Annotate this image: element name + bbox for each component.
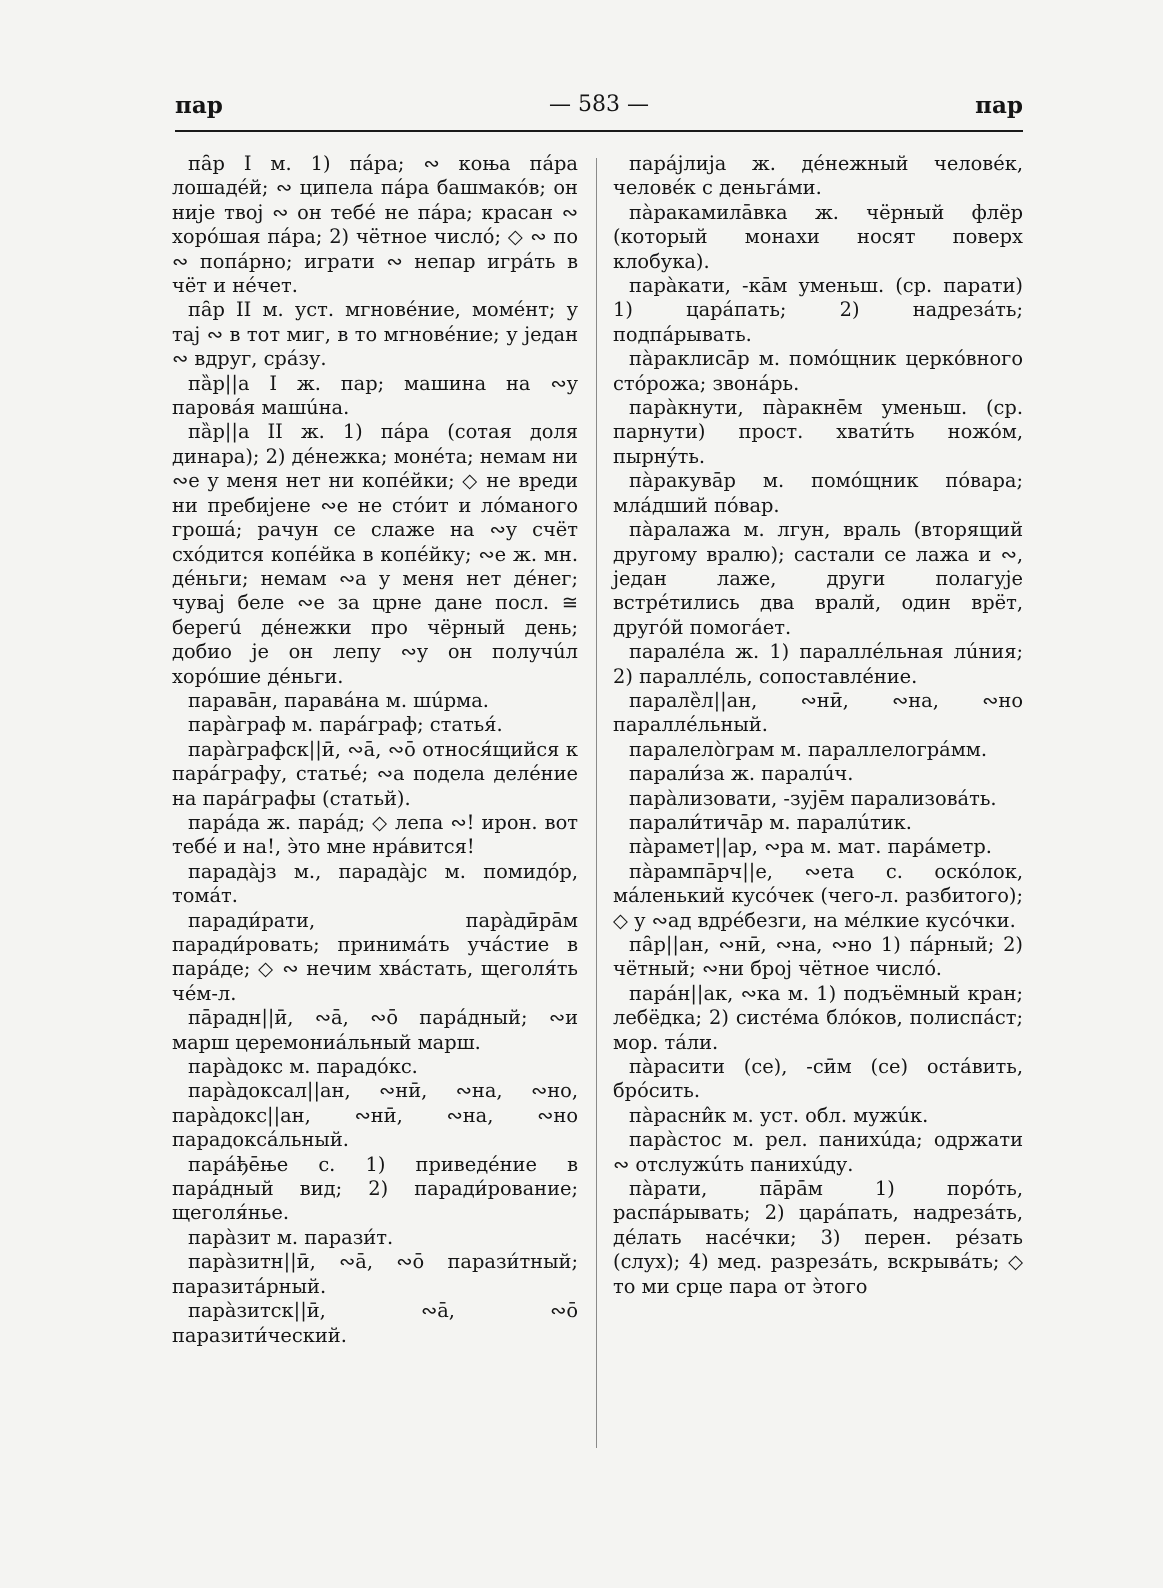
entry-parazitni: пара̀зитн||ӣ, ∾а̄, ∾о̄ парази́тный; паразитáрный.: [172, 1250, 578, 1298]
entry-paralitichar: парали́тича̄р м. паралúтик.: [629, 810, 912, 834]
column-divider: [596, 158, 597, 1448]
entry-parakuvar: па̀ракува̄р м. помóщник пóвара; млáдший пóвар.: [613, 469, 1023, 517]
entry-parazit: пара̀зит м. парази́т.: [188, 1225, 394, 1249]
page-number: — 583 —: [549, 92, 649, 117]
entry-parada: пара́да ж. парáд; ◇ лепа ∾! ирон. вот тебé и на!, э̀то мне нрáвится!: [172, 810, 578, 859]
entry-paradoks: пара̀докс м. парадóкс.: [188, 1055, 418, 1079]
entry-paran: па̑р||ан, ∾нӣ, ∾на, ∾но 1) пáрный; 2) чётный; ∾ни број чётное числó.: [613, 933, 1023, 981]
entry-para-2: па̏р||а II ж. 1) пáра (сотая доля динара); 2) дéнежка; монéта; немам ни ∾е у меня нет ни копéйки; ◇ не вреди ни пребијене ∾е не стóит и лóманого грошá; рачун се слаже на ∾у счёт схóдится копéйка в копéйку; ∾е ж. мн. дéньги; немам ∾а у меня нет дéнег; чувај беле ∾е за црне дане посл. ≅ берегú дéнежки про чёрный день; добио је он лепу ∾у он получúл хорóшие дéньги.: [172, 420, 578, 688]
entry-paraklisar: па̀раклиса̄р м. помóщник церкóвного стóрожа; звонáрь.: [613, 347, 1023, 395]
entry-paradirati: паради́рати, пара̀дӣра̄м паради́ровать; принимáть учáстие в парáде; ◇ ∾ нечим хвáстать, щеголя́ть чéм-л.: [172, 908, 578, 1005]
page-header: [175, 90, 1023, 132]
entry-paraknuti: пара̀кнути, па̀ракне̄м уменьш. (ср. парнути) прост. хвати́ть ножóм, пырнýть.: [613, 396, 1023, 468]
entry-par-1: па̑р I м. 1) пáра; ∾ коња пáра лошадéй; ∾ ципела пáра башмакóв; он није твој ∾ он тебé не пáра; красан ∾ хорóшая пáра; 2) чётное числó; ◇ ∾ по ∾ попáрно; играти ∾ непар игрáть в чёт и нéчет.: [172, 152, 578, 298]
left-column: [172, 152, 578, 1348]
entry-paranak: пара́н||ак, ∾ка м. 1) подъёмный кран; лебёдка; 2) систéма блóков, полиспáст; мор. тáли.: [613, 981, 1023, 1054]
entry-paragraf: пара̀граф м. парáграф; статья́.: [188, 713, 503, 737]
right-running-headword: пар: [975, 92, 1023, 119]
right-column: [613, 152, 1023, 1299]
entry-paradoksalan: пара̀доксал||ан, ∾нӣ, ∾на, ∾но, пара̀докс||ан, ∾нӣ, ∾на, ∾но парадоксáльный.: [172, 1079, 578, 1152]
entry-parakamilavka: па̀ракамила̄вка ж. чёрный флёр (который монахи носят поверх клобука).: [613, 200, 1023, 273]
entry-para-1: па̏р||а I ж. пар; машина на ∾у паровáя машúна.: [172, 371, 578, 420]
entry-paralela: парале́ла ж. 1) параллéльная лúния; 2) параллéль, сопоставлéние.: [613, 640, 1023, 688]
entry-parastos: пара̀стос м. рел. панихúда; одржати ∾ отслужúть панихúду.: [613, 1128, 1023, 1176]
entry-parametar: па̀рамет||ар, ∾ра м. мат. парáметр.: [629, 835, 992, 859]
entry-par-2: па̑р II м. уст. мгновéние, момéнт; у тај ∾ в тот миг, в то мгновéние; у један ∾ вдруг, срáзу.: [172, 298, 578, 371]
entry-paralazha: па̀ралажа м. лгун, враль (вторящий другому вралю); састали се лажа и ∾, један лаже, други полагује встрéтились два вралй, один врёт, другóй помогáет.: [613, 518, 1023, 639]
entry-paramparche: па̀рампа̄рч||е, ∾ета с. оскóлок, мáленький кусóчек (чего-л. разбитого); ◇ у ∾ад вдрéбезги, на мéлкие кусóчки.: [613, 859, 1023, 932]
entry-paradjenje: пара́ђе̄ње с. 1) приведéние в парáдный вид; 2) паради́рование; щеголя́нье.: [172, 1152, 578, 1225]
entry-paralizovati: пара̀лизовати, -зује̄м парализовáть.: [629, 786, 997, 810]
entry-paraliza: парали́за ж. паралúч.: [629, 762, 854, 786]
entry-parasnik: па̀расни̂к м. уст. обл. мужúк.: [629, 1103, 929, 1127]
entry-parasiti: па̀расити (се), -сӣм (се) остáвить, брóсить.: [613, 1055, 1023, 1103]
entry-parazitski: пара̀зитск||ӣ, ∾а̄, ∾о̄ паразити́ческий.: [172, 1299, 578, 1347]
entry-parakati: пара̀кати, -ка̄м уменьш. (ср. парати) 1) царáпать; 2) надрезáть; подпáрывать.: [613, 274, 1023, 346]
entry-paradni: па̄радн||ӣ, ∾а̄, ∾о̄ парáдный; ∾и марш церемониáльный марш.: [172, 1006, 578, 1054]
entry-paravan: парава̄н, паравáна м. шúрма.: [188, 688, 489, 712]
entry-parati: па̀рати, па̄ра̄м 1) порóть, распáрывать; 2) царáпать, надрезáть, дéлать насéчки; 3) перен. рéзать (слух); 4) мед. разрезáть, вскрывáть; ◇ то ми срце пара от э̀того: [613, 1177, 1023, 1298]
entry-paradajz: парада̀јз м., парада̀јс м. помидóр, томáт.: [172, 859, 578, 908]
entry-paralelogram: паралело̀грам м. параллелогрáмм.: [629, 737, 988, 761]
entry-paragrafski: пара̀графск||ӣ, ∾а̄, ∾о̄ относя́щийся к парáграфу, статьé; ∾а подела делéние на парáграфы (статьй).: [172, 737, 578, 810]
entry-parajlija: пара́јлија ж. дéнежный человéк, человéк с деньгáми.: [613, 152, 1023, 200]
left-running-headword: пар: [175, 92, 223, 119]
entry-paralelan: парале̏л||ан, ∾нӣ, ∾на, ∾но параллéльный.: [613, 688, 1023, 737]
